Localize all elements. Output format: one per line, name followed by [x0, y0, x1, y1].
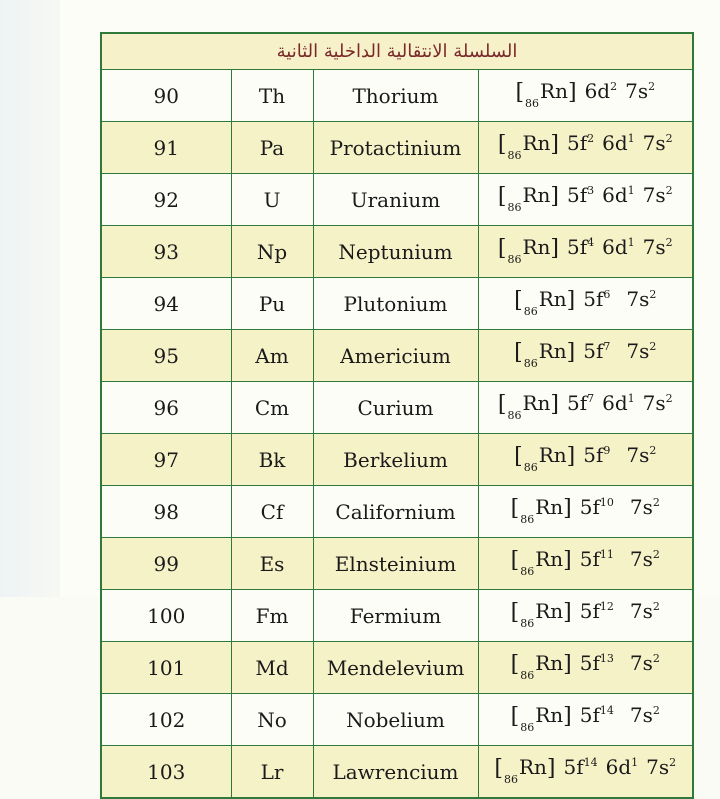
table-row [101, 278, 693, 330]
s-orbital: 7s [646, 755, 670, 779]
open-bracket: [ [497, 392, 507, 417]
table-row [101, 642, 693, 694]
s-orbital: 7s [626, 443, 650, 467]
table-row [101, 122, 693, 174]
s-orbital: 7s [629, 599, 653, 623]
element-symbol-cell: Md [231, 642, 313, 694]
d-electrons: 1 [627, 392, 635, 405]
atomic-number-cell: 93 [101, 226, 231, 278]
d-orbital: 6d [605, 755, 632, 779]
s-electrons: 2 [665, 132, 673, 145]
d-orbital: 6d [602, 131, 628, 155]
f-electrons: 3 [587, 184, 595, 197]
d-orbital: 6d [602, 183, 628, 207]
f-orbital: 5f [567, 183, 588, 207]
core-atomic-number: 86 [520, 565, 535, 578]
open-bracket: [ [510, 496, 520, 521]
close-bracket: ] [566, 444, 576, 469]
table-row [101, 226, 693, 278]
core-atomic-number: 86 [507, 201, 522, 214]
close-bracket: ] [550, 184, 559, 209]
f-orbital: 5f [579, 703, 600, 727]
open-bracket: [ [510, 704, 520, 729]
electron-configuration-cell [478, 70, 693, 122]
core-symbol: Rn [535, 599, 564, 623]
atomic-number-cell: 102 [101, 694, 231, 746]
electron-configuration-cell [478, 746, 693, 799]
s-electrons: 2 [652, 652, 660, 665]
atomic-number-cell: 103 [101, 746, 231, 799]
element-symbol-cell: U [231, 174, 313, 226]
table-row [101, 330, 693, 382]
element-name-cell: Elnsteinium [313, 538, 478, 590]
s-electrons: 2 [652, 548, 660, 561]
close-bracket: ] [563, 600, 572, 625]
element-name-cell: Nobelium [313, 694, 478, 746]
core-atomic-number: 86 [520, 617, 535, 630]
s-electrons: 2 [648, 80, 656, 93]
close-bracket: ] [546, 756, 556, 781]
open-bracket: [ [497, 132, 507, 157]
core-atomic-number: 86 [507, 253, 522, 266]
d-electrons: 1 [627, 184, 635, 197]
f-orbital: 5f [579, 651, 600, 675]
core-symbol: Rn [538, 339, 567, 363]
atomic-number-cell: 90 [101, 70, 231, 122]
element-symbol-cell: Th [231, 70, 313, 122]
element-symbol-cell: Cm [231, 382, 313, 434]
electron-configuration-cell [478, 694, 693, 746]
atomic-number-cell: 94 [101, 278, 231, 330]
core-symbol: Rn [540, 79, 568, 103]
core-symbol: Rn [522, 131, 551, 155]
open-bracket: [ [514, 288, 523, 313]
f-electrons: 2 [587, 132, 595, 145]
close-bracket: ] [550, 392, 559, 417]
element-name-cell: Berkelium [313, 434, 478, 486]
atomic-number-cell: 100 [101, 590, 231, 642]
table-row [101, 538, 693, 590]
open-bracket: [ [514, 340, 523, 365]
open-bracket: [ [515, 80, 525, 105]
table-row [101, 590, 693, 642]
element-symbol-cell: No [231, 694, 313, 746]
element-name-cell: Americium [313, 330, 478, 382]
element-symbol-cell: Am [231, 330, 313, 382]
f-electrons: 13 [599, 652, 614, 665]
element-symbol-cell: Es [231, 538, 313, 590]
core-symbol: Rn [522, 183, 551, 207]
f-electrons: 11 [599, 548, 614, 561]
electron-configuration-cell [478, 226, 693, 278]
close-bracket: ] [550, 236, 559, 261]
core-atomic-number: 86 [523, 357, 538, 370]
atomic-number-cell: 95 [101, 330, 231, 382]
s-orbital: 7s [642, 131, 666, 155]
f-orbital: 5f [567, 131, 588, 155]
core-symbol: Rn [535, 703, 564, 727]
atomic-number-cell: 96 [101, 382, 231, 434]
f-orbital: 5f [583, 339, 604, 363]
f-orbital: 5f [563, 755, 584, 779]
electron-configuration-cell [478, 122, 693, 174]
core-atomic-number: 86 [520, 669, 535, 682]
table-row [101, 694, 693, 746]
d-electrons: 1 [627, 132, 635, 145]
f-orbital: 5f [579, 547, 600, 571]
table-row [101, 486, 693, 538]
close-bracket: ] [566, 288, 576, 313]
core-atomic-number: 86 [507, 409, 522, 422]
actinide-configuration-table [100, 32, 694, 799]
core-atomic-number: 86 [525, 97, 540, 110]
open-bracket: [ [514, 444, 523, 469]
close-bracket: ] [563, 704, 572, 729]
table-row [101, 70, 693, 122]
s-electrons: 2 [649, 444, 657, 457]
core-symbol: Rn [535, 651, 564, 675]
s-electrons: 2 [665, 184, 673, 197]
core-atomic-number: 86 [520, 721, 535, 734]
s-orbital: 7s [625, 79, 649, 103]
table-row [101, 174, 693, 226]
core-symbol: Rn [522, 391, 551, 415]
close-bracket: ] [563, 548, 572, 573]
core-atomic-number: 86 [520, 513, 535, 526]
s-electrons: 2 [649, 340, 657, 353]
s-orbital: 7s [642, 235, 666, 259]
s-orbital: 7s [642, 183, 666, 207]
open-bracket: [ [510, 548, 520, 573]
table-row [101, 746, 693, 799]
open-bracket: [ [497, 184, 507, 209]
d-electrons: 1 [627, 236, 635, 249]
electron-configuration-cell [478, 278, 693, 330]
electron-configuration-cell [478, 382, 693, 434]
s-electrons: 2 [652, 600, 660, 613]
table-title-row [101, 33, 693, 70]
d-electrons: 1 [631, 756, 639, 769]
element-name-cell: Protactinium [313, 122, 478, 174]
element-symbol-cell: Pa [231, 122, 313, 174]
element-symbol-cell: Lr [231, 746, 313, 799]
f-electrons: 4 [587, 236, 595, 249]
f-orbital: 5f [583, 443, 604, 467]
d-orbital: 6d [584, 79, 611, 103]
s-orbital: 7s [629, 651, 653, 675]
f-electrons: 7 [603, 340, 611, 353]
core-atomic-number: 86 [523, 305, 538, 318]
atomic-number-cell: 97 [101, 434, 231, 486]
s-orbital: 7s [629, 495, 653, 519]
core-atomic-number: 86 [507, 149, 522, 162]
s-electrons: 2 [652, 704, 660, 717]
close-bracket: ] [550, 132, 559, 157]
f-electrons: 12 [599, 600, 614, 613]
open-bracket: [ [497, 236, 507, 261]
s-electrons: 2 [669, 756, 677, 769]
close-bracket: ] [567, 80, 577, 105]
core-symbol: Rn [535, 547, 564, 571]
element-symbol-cell: Bk [231, 434, 313, 486]
d-orbital: 6d [602, 235, 628, 259]
element-name-cell: Neptunium [313, 226, 478, 278]
atomic-number-cell: 92 [101, 174, 231, 226]
core-symbol: Rn [518, 755, 547, 779]
core-atomic-number: 86 [523, 461, 538, 474]
open-bracket: [ [510, 652, 520, 677]
element-name-cell: Lawrencium [313, 746, 478, 799]
s-electrons: 2 [652, 496, 660, 509]
open-bracket: [ [510, 600, 520, 625]
electron-configuration-cell [478, 434, 693, 486]
f-electrons: 14 [583, 756, 598, 769]
f-electrons: 9 [603, 444, 611, 457]
f-electrons: 14 [599, 704, 614, 717]
table-title: السلسلة الانتقالية الداخلية الثانية [101, 33, 693, 70]
core-atomic-number: 86 [503, 773, 518, 786]
d-orbital: 6d [602, 391, 628, 415]
s-orbital: 7s [626, 287, 650, 311]
f-orbital: 5f [567, 235, 588, 259]
f-electrons: 10 [599, 496, 614, 509]
core-symbol: Rn [538, 443, 567, 467]
s-orbital: 7s [642, 391, 666, 415]
element-name-cell: Fermium [313, 590, 478, 642]
f-orbital: 5f [567, 391, 588, 415]
atomic-number-cell: 101 [101, 642, 231, 694]
atomic-number-cell: 98 [101, 486, 231, 538]
s-electrons: 2 [665, 392, 673, 405]
table-row [101, 382, 693, 434]
close-bracket: ] [566, 340, 576, 365]
f-electrons: 6 [603, 288, 611, 301]
element-name-cell: Uranium [313, 174, 478, 226]
close-bracket: ] [563, 496, 572, 521]
core-symbol: Rn [538, 287, 567, 311]
electron-configuration-cell [478, 174, 693, 226]
element-name-cell: Plutonium [313, 278, 478, 330]
element-name-cell: Californium [313, 486, 478, 538]
s-orbital: 7s [629, 703, 653, 727]
atomic-number-cell: 99 [101, 538, 231, 590]
f-orbital: 5f [579, 495, 600, 519]
electron-configuration-cell [478, 590, 693, 642]
electron-configuration-cell [478, 642, 693, 694]
page-margin [0, 0, 60, 597]
f-orbital: 5f [579, 599, 600, 623]
open-bracket: [ [494, 756, 503, 781]
table-row [101, 434, 693, 486]
element-symbol-cell: Pu [231, 278, 313, 330]
element-symbol-cell: Cf [231, 486, 313, 538]
core-symbol: Rn [522, 235, 551, 259]
s-electrons: 2 [665, 236, 673, 249]
core-symbol: Rn [535, 495, 564, 519]
electron-configuration-cell [478, 538, 693, 590]
f-orbital: 5f [583, 287, 604, 311]
element-name-cell: Thorium [313, 70, 478, 122]
element-symbol-cell: Np [231, 226, 313, 278]
s-orbital: 7s [626, 339, 650, 363]
s-orbital: 7s [629, 547, 653, 571]
s-electrons: 2 [649, 288, 657, 301]
atomic-number-cell: 91 [101, 122, 231, 174]
f-electrons: 7 [587, 392, 595, 405]
element-name-cell: Curium [313, 382, 478, 434]
electron-configuration-cell [478, 486, 693, 538]
close-bracket: ] [563, 652, 572, 677]
d-electrons: 2 [610, 80, 618, 93]
element-symbol-cell: Fm [231, 590, 313, 642]
element-name-cell: Mendelevium [313, 642, 478, 694]
electron-configuration-cell [478, 330, 693, 382]
